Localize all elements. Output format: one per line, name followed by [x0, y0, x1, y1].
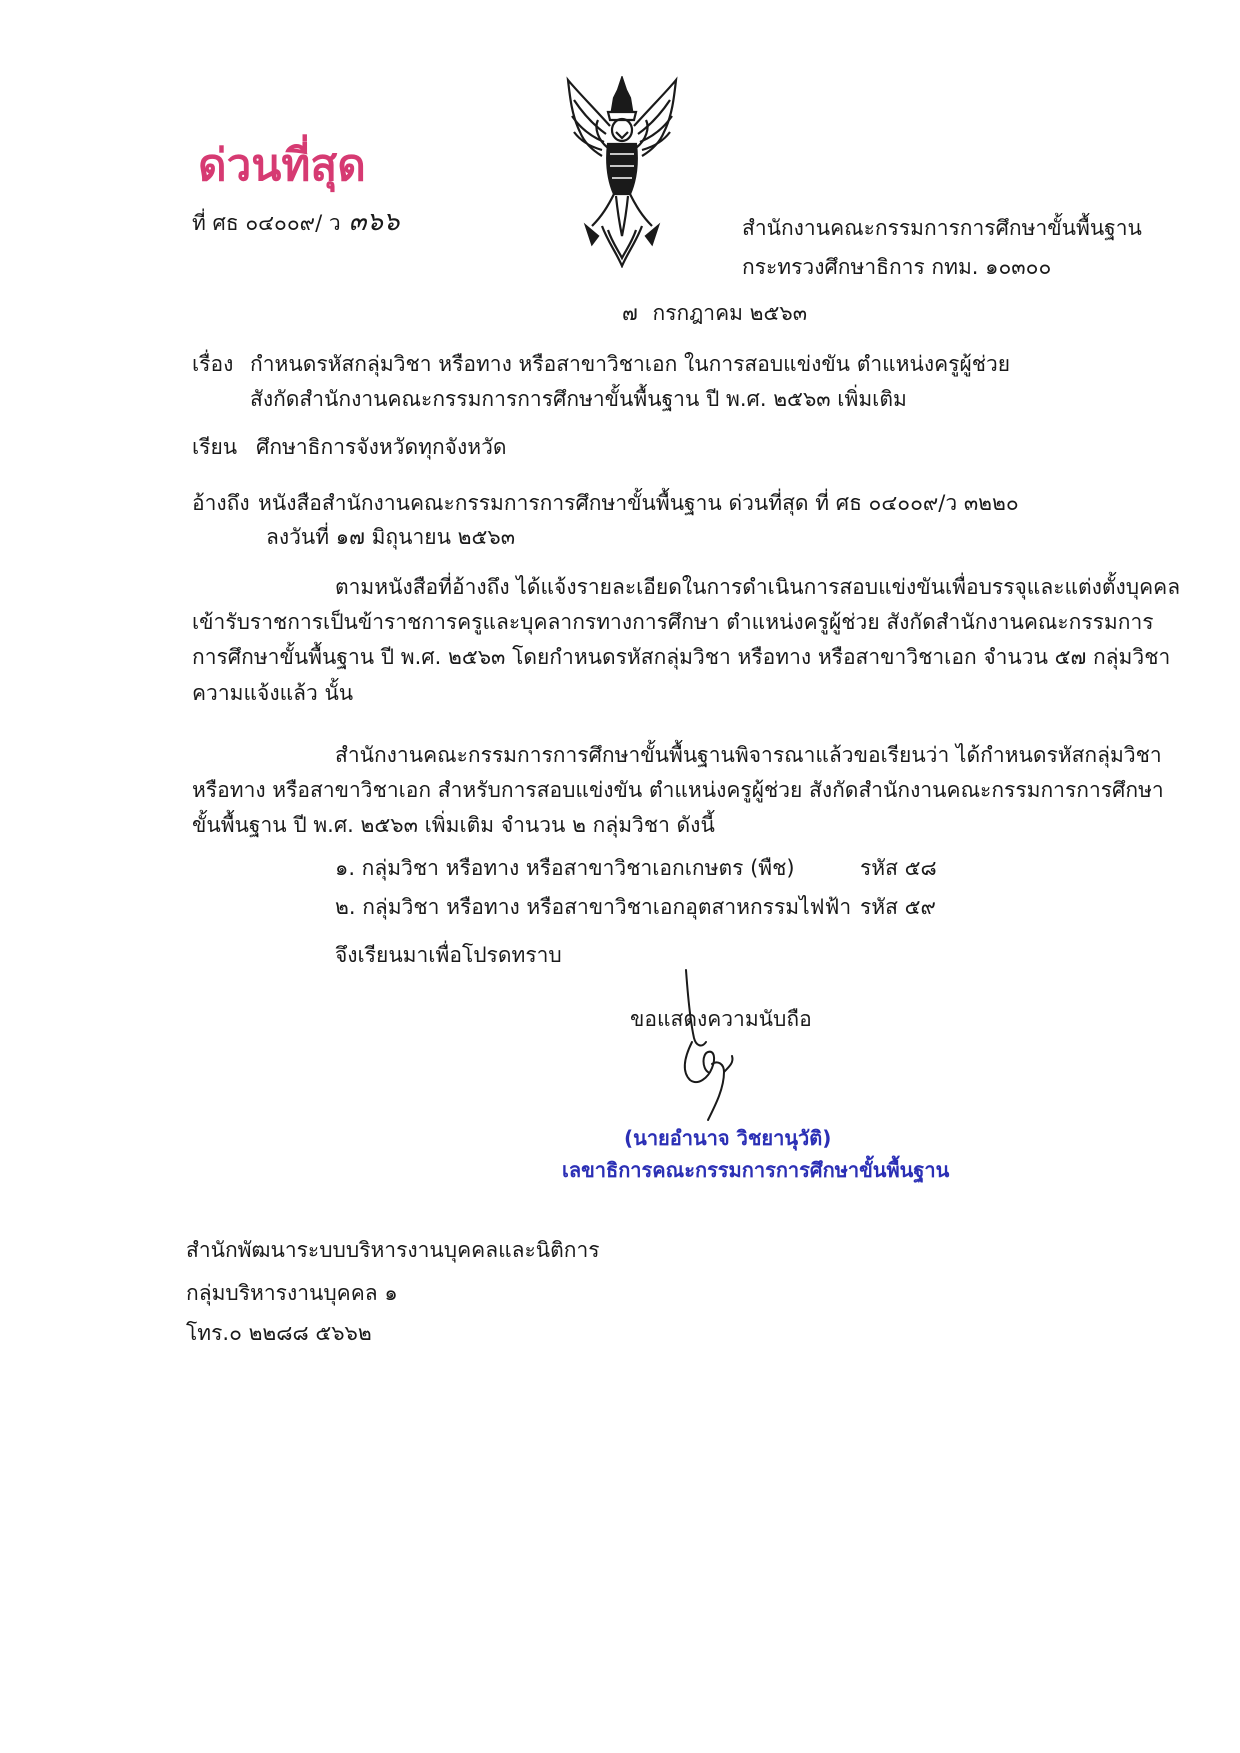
list-item-code: รหัส ๕๙: [860, 895, 936, 919]
reference-line-1: หนังสือสำนักงานคณะกรรมการการศึกษาขั้นพื้นฐาน ด่วนที่สุด ที่ ศธ ๐๔๐๐๙/ว ๓๒๒๐: [258, 491, 1019, 515]
footer-phone: โทร.๐ ๒๒๘๘ ๕๖๖๒: [186, 1321, 372, 1345]
org-name: สำนักงานคณะกรรมการการศึกษาขั้นพื้นฐาน: [742, 216, 1142, 240]
para2-line-1: สำนักงานคณะกรรมการการศึกษาขั้นพื้นฐานพิจารณาแล้วขอเรียนว่า ได้กำหนดรหัสกลุ่มวิชา: [335, 743, 1162, 767]
handwritten-signature-icon: [672, 968, 792, 1128]
reference-line-2: ลงวันที่ ๑๗ มิถุนายน ๒๕๖๓: [266, 525, 516, 549]
para2-line-3: ขั้นพื้นฐาน ปี พ.ศ. ๒๕๖๓ เพิ่มเติม จำนวน ๒ กลุ่มวิชา ดังนี้: [192, 813, 715, 837]
recipient-label: เรียน: [192, 435, 238, 459]
signer-name: (นายอำนาจ วิชยานุวัติ): [624, 1126, 832, 1150]
date-day: ๗: [622, 301, 638, 325]
reference-label: อ้างถึง: [192, 491, 250, 515]
garuda-emblem-icon: [562, 76, 682, 268]
para1-line-4: ความแจ้งแล้ว นั้น: [192, 681, 354, 705]
reference-prefix: ที่ ศธ ๐๔๐๐๙/ ว: [192, 211, 341, 235]
signer-title: เลขาธิการคณะกรรมการการศึกษาขั้นพื้นฐาน: [562, 1158, 950, 1182]
reference-number: [192, 207, 399, 238]
footer-office: สำนักพัฒนาระบบบริหารงานบุคคลและนิติการ: [186, 1238, 600, 1262]
subject-label: เรื่อง: [192, 352, 234, 376]
closing-line: จึงเรียนมาเพื่อโปรดทราบ: [335, 943, 562, 967]
reference-handwritten-number: ๓๖๖: [348, 207, 400, 237]
para1-line-1: ตามหนังสือที่อ้างถึง ได้แจ้งรายละเอียดในการดำเนินการสอบแข่งขันเพื่อบรรจุและแต่งตั้งบุคคล: [335, 575, 1181, 599]
para1-line-3: การศึกษาขั้นพื้นฐาน ปี พ.ศ. ๒๕๖๓ โดยกำหนดรหัสกลุ่มวิชา หรือทาง หรือสาขาวิชาเอก จำนวน ๕๗ กลุ่มวิชา: [192, 645, 1171, 669]
list-item: ๒. กลุ่มวิชา หรือทาง หรือสาขาวิชาเอกอุตสาหกรรมไฟฟ้า: [335, 895, 852, 919]
subject-line-2: สังกัดสำนักงานคณะกรรมการการศึกษาขั้นพื้นฐาน ปี พ.ศ. ๒๕๖๓ เพิ่มเติม: [250, 387, 907, 411]
list-item-code: รหัส ๕๘: [860, 856, 937, 880]
footer-group: กลุ่มบริหารงานบุคคล ๑: [186, 1281, 398, 1305]
letter-date: [622, 298, 807, 328]
para1-line-2: เข้ารับราชการเป็นข้าราชการครูและบุคลากรทางการศึกษา ตำแหน่งครูผู้ช่วย สังกัดสำนักงานคณะกรรมการ: [192, 610, 1154, 634]
recipient-value: ศึกษาธิการจังหวัดทุกจังหวัด: [256, 435, 507, 459]
courtesy-line: ขอแสดงความนับถือ: [630, 1007, 812, 1031]
urgent-stamp: ด่วนที่สุด: [198, 140, 366, 191]
org-ministry: กระทรวงศึกษาธิการ กทม. ๑๐๓๐๐: [742, 255, 1052, 279]
date-month-year: กรกฎาคม ๒๕๖๓: [652, 301, 808, 325]
list-item: ๑. กลุ่มวิชา หรือทาง หรือสาขาวิชาเอกเกษตร (พืช): [335, 856, 795, 880]
para2-line-2: หรือทาง หรือสาขาวิชาเอก สำหรับการสอบแข่งขัน ตำแหน่งครูผู้ช่วย สังกัดสำนักงานคณะกรรมการการศึกษา: [192, 778, 1164, 802]
subject-line-1: กำหนดรหัสกลุ่มวิชา หรือทาง หรือสาขาวิชาเอก ในการสอบแข่งขัน ตำแหน่งครูผู้ช่วย: [250, 352, 1011, 376]
